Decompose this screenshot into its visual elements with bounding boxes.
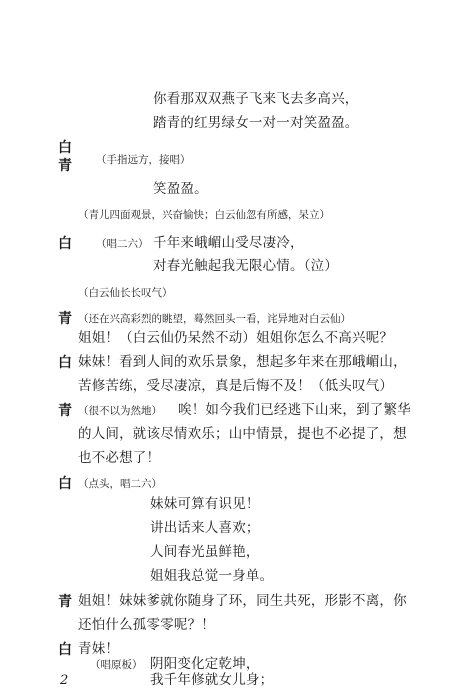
speaker-label: 白 xyxy=(58,642,72,658)
stage-direction: （青儿四面观景，兴奋愉快；白云仙忽有所感，呆立） xyxy=(78,209,330,221)
dialogue-line: 的人间，就该尽情欢乐；山中情景，提也不必提了，想 xyxy=(78,426,407,442)
speaker-label: 白 xyxy=(58,140,72,156)
speaker-label: 青 xyxy=(58,311,72,327)
dialogue-line: 苦修苦练，受尽凄凉，真是后悔不及！（低头叹气） xyxy=(78,378,394,394)
dialogue-line: 也不必想了！ xyxy=(78,450,161,466)
speaker-label: 白 xyxy=(58,355,72,371)
stage-direction: （还在兴高彩烈的眺望，蓦然回头一看，诧异地对白云仙） xyxy=(78,313,351,325)
verse-line: 妹妹可算有识见！ xyxy=(150,496,260,512)
stage-direction: （点头，唱二六） xyxy=(78,478,162,490)
verse-line: 你看那双双燕子飞来飞去多高兴， xyxy=(153,91,359,107)
page-number: 2 xyxy=(60,673,69,688)
verse-line: 讲出话来人喜欢； xyxy=(150,520,260,536)
stage-direction: （手指远方，接唱） xyxy=(96,154,191,166)
verse-line: 笑盈盈。 xyxy=(153,181,208,197)
stage-direction: （唱二六） xyxy=(96,238,149,250)
speaker-label: 青 xyxy=(58,403,72,419)
verse-line: 姐姐我总觉一身单。 xyxy=(150,568,274,584)
dialogue-line: 妹妹！看到人间的欢乐景象，想起多年来在那峨嵋山， xyxy=(78,354,407,370)
verse-line: 人间春光虽鲜艳， xyxy=(150,544,260,560)
speaker-label: 白 xyxy=(58,476,72,492)
speaker-label: 青 xyxy=(58,594,72,610)
stage-direction: （很不以为然地） xyxy=(78,405,162,417)
verse-line: 阴阳变化定乾坤， xyxy=(150,656,260,672)
dialogue-line: 还怕什么孤零零呢？！ xyxy=(78,617,215,633)
stage-direction: （唱原板） xyxy=(90,659,143,671)
dialogue-line: 姐姐！妹妹爹就你随身了环，同生共死，形影不离，你 xyxy=(78,593,407,609)
verse-line: 我千年修就女儿身； xyxy=(150,672,274,688)
dialogue-line: 姐姐！（白云仙仍呆然不动）姐姐你怎么不高兴呢？ xyxy=(78,330,394,346)
verse-line: 千年来峨嵋山受尽凄冷， xyxy=(153,235,304,251)
dialogue-line: 唉！如今我们已经逃下山来，到了繁华 xyxy=(178,402,411,418)
verse-line: 踏青的红男绿女一对一对笑盈盈。 xyxy=(153,115,359,131)
speaker-label: 白 xyxy=(58,236,72,252)
stage-direction: （白云仙长长叹气） xyxy=(78,287,173,299)
dialogue-line: 青妹！ xyxy=(78,641,120,657)
speaker-label: 青 xyxy=(58,158,72,174)
verse-line: 对春光触起我无限心情。（泣） xyxy=(153,258,339,274)
